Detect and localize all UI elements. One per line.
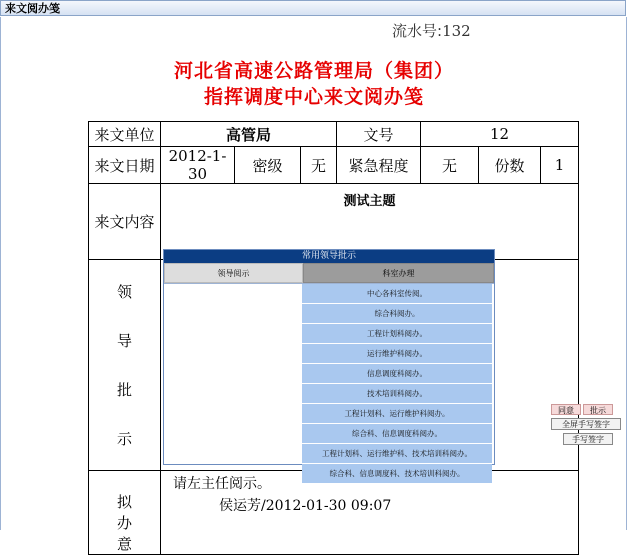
draft-char: 拟 — [116, 493, 132, 511]
review-button[interactable]: 批示 — [583, 404, 613, 415]
serial-number — [392, 20, 471, 41]
window-title-bar — [0, 0, 626, 16]
instruction-option[interactable]: 工程计划科、运行维护科阅办。 — [302, 404, 492, 423]
page-title-line1: 河北省高速公路管理局（集团） — [173, 60, 454, 82]
urgency-value: 无 — [421, 147, 479, 184]
draft-char: 办 — [116, 514, 132, 532]
instruction-option[interactable]: 综合科、信息调度科、技术培训科阅办。 — [302, 464, 492, 483]
fullscreen-sign-button[interactable]: 全屏手写签字 — [551, 418, 621, 430]
leader-char: 示 — [116, 430, 132, 448]
instruction-option[interactable]: 工程计划科、运行维护科、技术培训科阅办。 — [302, 444, 492, 463]
draft-char: 意 — [116, 535, 132, 553]
secret-value: 无 — [301, 147, 337, 184]
date-label: 来文日期 — [89, 147, 161, 184]
draft-opinion-label — [89, 471, 161, 555]
instruction-option[interactable]: 信息调度科阅办。 — [302, 364, 492, 383]
window-title: 来文阅办笺 — [5, 2, 60, 15]
instruction-option[interactable]: 综合科阅办。 — [302, 304, 492, 323]
approval-tabs — [164, 263, 494, 283]
from-unit-label: 来文单位 — [89, 122, 161, 147]
hand-sign-button[interactable]: 手写签字 — [563, 433, 613, 445]
content-value: 测试主题 — [161, 184, 579, 260]
leader-char: 导 — [116, 332, 132, 350]
instruction-option[interactable]: 中心各科室传阅。 — [302, 284, 492, 303]
tab-leader-review[interactable]: 领导阅示 — [164, 263, 303, 283]
draft-opinion-text: 请左主任阅示。 — [173, 476, 271, 492]
serial-value: 132 — [442, 22, 471, 40]
content-label: 来文内容 — [89, 184, 161, 260]
draft-signature: 侯运芳/2012-01-30 09:07 — [219, 498, 392, 514]
doc-no-value: 12 — [421, 122, 579, 147]
secret-label: 密级 — [235, 147, 301, 184]
copies-label: 份数 — [479, 147, 541, 184]
leader-char: 领 — [116, 283, 132, 301]
page-title-line2: 指挥调度中心来文阅办笺 — [203, 86, 424, 108]
instruction-option[interactable]: 工程计划科阅办。 — [302, 324, 492, 343]
office-instruction-list — [302, 284, 492, 484]
agree-button[interactable]: 同意 — [551, 404, 581, 415]
instruction-option[interactable]: 技术培训科阅办。 — [302, 384, 492, 403]
doc-no-label: 文号 — [337, 122, 421, 147]
approval-panel-header: 常用领导批示 — [164, 250, 494, 263]
leader-char: 批 — [116, 381, 132, 399]
copies-value: 1 — [541, 147, 579, 184]
instruction-option[interactable]: 综合科、信息调度科阅办。 — [302, 424, 492, 443]
date-value: 2012-1-30 — [161, 147, 235, 184]
leader-instruction-label — [89, 260, 161, 471]
urgency-label: 紧急程度 — [337, 147, 421, 184]
tab-office-handle[interactable]: 科室办理 — [303, 263, 494, 283]
instruction-option[interactable]: 运行维护科阅办。 — [302, 344, 492, 363]
serial-label: 流水号: — [392, 22, 443, 40]
from-unit-value: 高管局 — [161, 122, 337, 147]
